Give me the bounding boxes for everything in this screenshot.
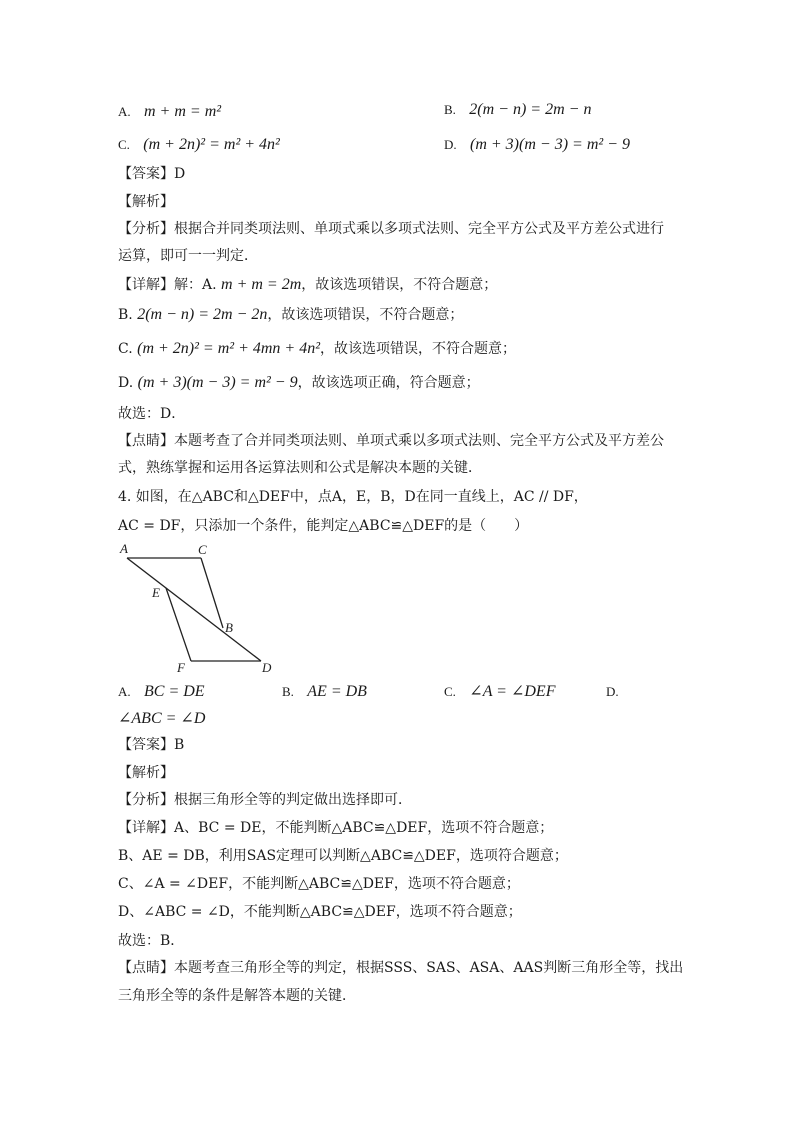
q4-answer: 【答案】B [118, 737, 185, 753]
q3-fenxi-line2: 运算，即可一一判定． [118, 248, 258, 264]
segment-ad [127, 558, 261, 661]
option-letter: C. [118, 137, 130, 152]
q4-detail-line4: D、∠ABC = ∠D，不能判断△ABC≌△DEF，选项不符合题意； [118, 904, 522, 920]
label-b: B [225, 620, 233, 635]
option-expression: (m + 3)(m − 3) = m² − 9 [470, 136, 630, 153]
detail-suffix: ，故该选项错误，不符合题意； [320, 341, 517, 357]
option-letter: A. [118, 104, 131, 119]
q4-fenxi: 【分析】根据三角形全等的判定做出选择即可． [118, 792, 412, 808]
q4-stem-line1: 4. 如图，在△ABC和△DEF中，点A，E，B，D在同一直线上，AC // DF， [118, 489, 588, 505]
q4-choose: 故选：B． [118, 933, 185, 949]
option-expression: BC = DE [144, 683, 205, 700]
q3-option-d [444, 135, 630, 155]
q3-fenxi-line1: 【分析】根据合并同类项法则、单项式乘以多项式法则、完全平方公式及平方差公式进行 [118, 221, 664, 237]
option-expression: 2(m − n) = 2m − n [469, 101, 592, 118]
q3-option-c [118, 135, 280, 155]
label-c: C [198, 542, 207, 557]
detail-expression: (m + 3)(m − 3) = m² − 9 [137, 374, 298, 391]
detail-prefix: 【详解】解：A. [118, 277, 217, 293]
q4-detail-line2: B、AE = DB，利用SAS定理可以判断△ABC≌△DEF，选项符合题意； [118, 848, 568, 864]
q3-answer: 【答案】D [118, 166, 186, 182]
q3-detail-a [118, 275, 497, 295]
q4-option-a [118, 682, 205, 702]
detail-expression: (m + 2n)² = m² + 4mn + 4n² [137, 340, 321, 357]
label-a: A [120, 541, 128, 556]
q4-option-d-expr [118, 709, 205, 729]
q3-detail-d [118, 373, 480, 393]
geometry-figure [115, 540, 285, 680]
detail-prefix: C. [118, 341, 133, 357]
q4-comment-line2: 三角形全等的条件是解答本题的关键． [118, 988, 356, 1004]
label-d: D [262, 660, 272, 675]
option-expression: m + m = m² [144, 103, 222, 120]
option-expression: (m + 2n)² = m² + 4n² [143, 136, 280, 153]
q4-option-c [444, 682, 555, 702]
q4-comment-line1: 【点睛】本题考查三角形全等的判定，根据SSS、SAS、ASA、AAS判断三角形全等，找出 [118, 960, 684, 976]
detail-expression: m + m = 2m [221, 276, 302, 293]
q3-detail-b [118, 305, 463, 325]
option-letter: B. [444, 102, 456, 117]
q3-detail-c [118, 339, 516, 359]
detail-suffix: ，故该选项错误，不符合题意； [267, 307, 464, 323]
q3-comment-line2: 式，熟练掌握和运用各运算法则和公式是解决本题的关键． [118, 460, 482, 476]
q3-option-b [444, 100, 591, 120]
q3-option-a [118, 102, 221, 122]
option-letter: A. [118, 684, 131, 699]
q4-stem-line2: AC = DF，只添加一个条件，能判定△ABC≌△DEF的是（ ） [118, 518, 529, 534]
figure-lines [127, 558, 261, 661]
q4-detail-line3: C、∠A = ∠DEF，不能判断△ABC≌△DEF，选项不符合题意； [118, 876, 520, 892]
q4-detail-line1: 【详解】A、BC = DE，不能判断△ABC≌△DEF，选项不符合题意； [118, 820, 554, 836]
detail-suffix: ，故该选项正确，符合题意； [297, 375, 480, 391]
option-letter: B. [282, 684, 294, 699]
q3-comment-line1: 【点睛】本题考查了合并同类项法则、单项式乘以多项式法则、完全平方公式及平方差公 [118, 433, 664, 449]
option-expression: ∠ABC = ∠D [118, 710, 206, 727]
option-letter: D. [606, 684, 619, 699]
detail-suffix: ，故该选项错误，不符合题意； [301, 277, 498, 293]
q4-option-d-letter [606, 682, 619, 702]
q3-analysis-label: 【解析】 [118, 194, 174, 210]
detail-prefix: D. [118, 375, 134, 391]
option-expression: AE = DB [307, 683, 367, 700]
q3-choose: 故选：D． [118, 406, 186, 422]
option-expression: ∠A = ∠DEF [469, 683, 556, 700]
q4-analysis-label: 【解析】 [118, 765, 174, 781]
option-letter: D. [444, 137, 457, 152]
segment-ef [166, 588, 191, 661]
detail-expression: 2(m − n) = 2m − 2n [137, 306, 268, 323]
detail-prefix: B. [118, 307, 133, 323]
option-letter: C. [444, 684, 456, 699]
label-f: F [177, 660, 185, 675]
label-e: E [152, 585, 160, 600]
q4-option-b [282, 682, 367, 702]
